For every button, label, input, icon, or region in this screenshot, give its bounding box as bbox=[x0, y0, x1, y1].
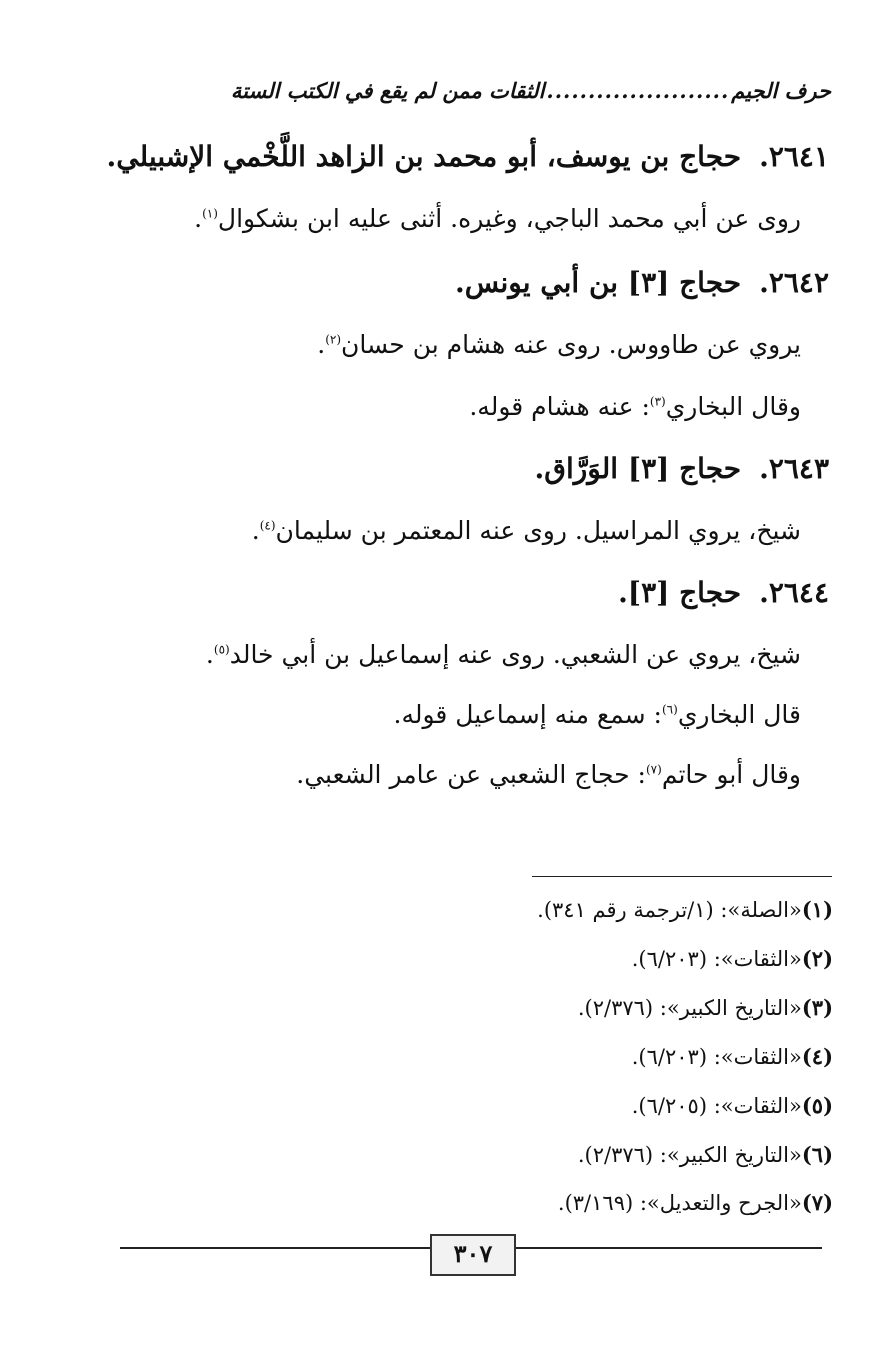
footnote-text: «الثقات»: (٦/٢٠٣). bbox=[631, 947, 802, 971]
footnote-mark: (٥) bbox=[801, 1093, 833, 1118]
footnote-text: «الثقات»: (٦/٢٠٣). bbox=[631, 1045, 802, 1069]
footnote-mark: (٦) bbox=[801, 1142, 833, 1167]
line-tail: : عنه هشام قوله. bbox=[469, 392, 650, 421]
entry-text-line bbox=[206, 640, 801, 669]
line-text: وقال أبو حاتم bbox=[661, 760, 801, 789]
footnote-ref: (٦) bbox=[661, 702, 678, 717]
entry-heading bbox=[618, 576, 829, 609]
entry-name: حجاج [٣] بن أبي يونس. bbox=[455, 266, 742, 299]
footnote-text: «التاريخ الكبير»: (٢/٣٧٦). bbox=[577, 996, 802, 1020]
line-text: شيخ، يروي المراسيل. روى عنه المعتمر بن سليمان bbox=[275, 516, 801, 545]
entry-text-line bbox=[394, 700, 801, 729]
line-tail: . bbox=[205, 640, 214, 669]
line-tail: . bbox=[194, 204, 203, 233]
footnote bbox=[578, 1142, 833, 1167]
footnote-separator bbox=[532, 876, 832, 877]
footnote-mark: (٢) bbox=[801, 946, 833, 971]
line-text: يروي عن طاووس. روى عنه هشام بن حسان bbox=[341, 330, 801, 359]
entry-text-line bbox=[194, 204, 801, 233]
line-tail: : سمع منه إسماعيل قوله. bbox=[393, 700, 662, 729]
footnote-ref: (٤) bbox=[259, 518, 276, 533]
footnote-ref: (٣) bbox=[649, 394, 666, 409]
footnote-text: «الثقات»: (٦/٢٠٥). bbox=[631, 1094, 802, 1118]
footnote-mark: (١) bbox=[801, 897, 833, 922]
entry-heading bbox=[107, 140, 829, 173]
footnote-ref: (٥) bbox=[213, 642, 230, 657]
folio-rule-left bbox=[120, 1247, 430, 1249]
footnote bbox=[632, 1044, 833, 1069]
chapter-title: حرف الجيم bbox=[731, 78, 831, 103]
footnote bbox=[632, 1093, 833, 1118]
line-tail: . bbox=[317, 330, 326, 359]
entry-name: حجاج [٣]. bbox=[618, 576, 742, 609]
footnote-mark: (٤) bbox=[801, 1044, 833, 1069]
header-leader-dots: ...................... bbox=[546, 78, 730, 103]
footnote bbox=[558, 1190, 833, 1215]
footnote-text: «الجرح والتعديل»: (٣/١٦٩). bbox=[557, 1191, 802, 1215]
entry-text-line bbox=[252, 516, 801, 545]
entry-number: ٢٦٤٤. bbox=[759, 576, 829, 609]
entry-name: حجاج [٣] الوَرَّاق. bbox=[534, 452, 742, 485]
footnote-ref: (٢) bbox=[325, 332, 342, 347]
footnote-text: «التاريخ الكبير»: (٢/٣٧٦). bbox=[577, 1143, 802, 1167]
footnote-mark: (٣) bbox=[801, 995, 833, 1020]
entry-text-line bbox=[469, 392, 801, 421]
entry-number: ٢٦٤١. bbox=[759, 140, 829, 173]
book-title: الثقات ممن لم يقع في الكتب الستة bbox=[230, 78, 545, 103]
footnote bbox=[578, 995, 833, 1020]
line-text: روى عن أبي محمد الباجي، وغيره. أثنى عليه ابن بشكوال bbox=[217, 204, 801, 233]
footnote-text: «الصلة»: (١/ترجمة رقم ٣٤١). bbox=[537, 898, 802, 922]
footnote-ref: (٧) bbox=[645, 762, 662, 777]
line-tail: : حجاج الشعبي عن عامر الشعبي. bbox=[296, 760, 646, 789]
entry-number: ٢٦٤٢. bbox=[759, 266, 829, 299]
footnote bbox=[632, 946, 833, 971]
entry-name: حجاج بن يوسف، أبو محمد بن الزاهد اللَّخْمي الإشبيلي. bbox=[106, 140, 742, 173]
line-tail: . bbox=[251, 516, 260, 545]
line-text: وقال البخاري bbox=[665, 392, 801, 421]
page-number: ٣٠٧ bbox=[453, 1239, 493, 1268]
footnote-ref: (١) bbox=[202, 206, 218, 221]
entry-text-line bbox=[296, 760, 801, 789]
line-text: قال البخاري bbox=[677, 700, 801, 729]
entry-number: ٢٦٤٣. bbox=[759, 452, 829, 485]
entry-heading bbox=[455, 266, 829, 299]
entry-heading bbox=[535, 452, 829, 485]
line-text: شيخ، يروي عن الشعبي. روى عنه إسماعيل بن أبي خالد bbox=[229, 640, 801, 669]
footnote bbox=[537, 897, 833, 922]
folio-rule-right bbox=[516, 1247, 822, 1249]
page-number-box bbox=[430, 1234, 516, 1276]
footnote-mark: (٧) bbox=[801, 1190, 833, 1215]
running-header bbox=[161, 78, 831, 103]
entry-text-line bbox=[317, 330, 801, 359]
